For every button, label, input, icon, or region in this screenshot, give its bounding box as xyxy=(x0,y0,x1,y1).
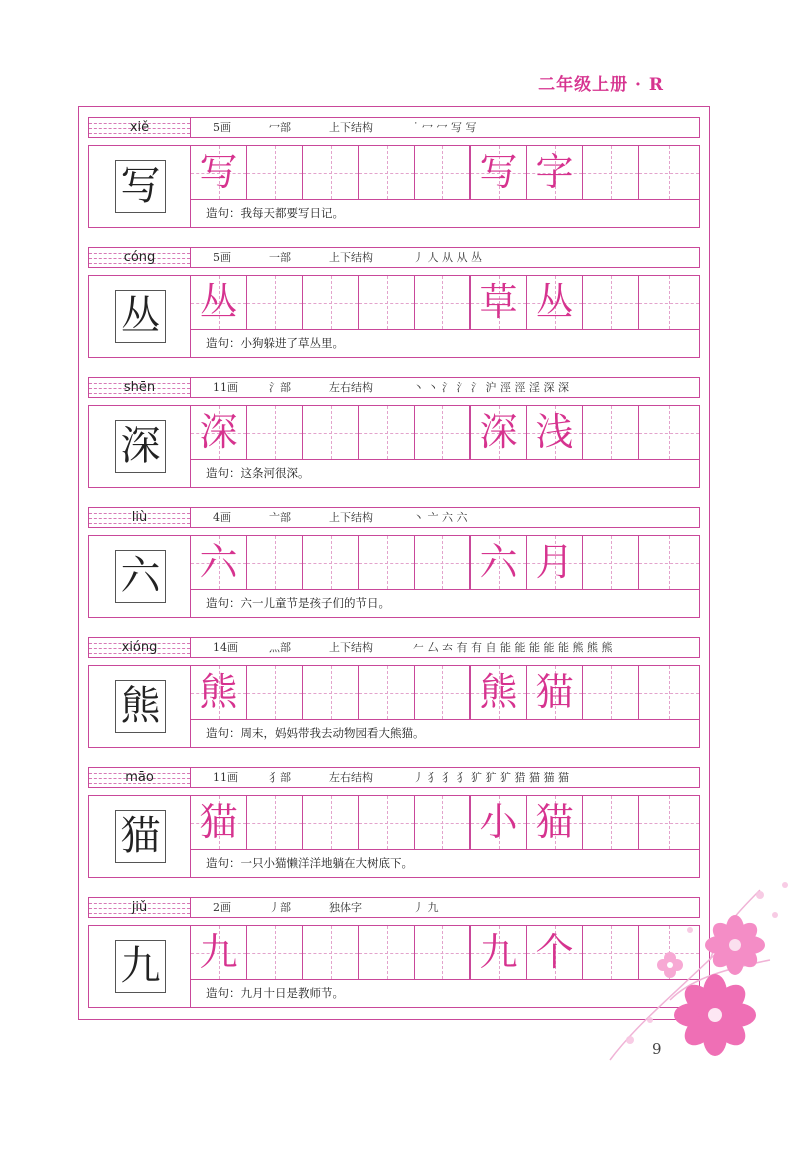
pinyin-box xyxy=(88,637,191,658)
writing-cell[interactable] xyxy=(247,406,303,459)
stroke-order: ˙ 冖 冖 写 写 xyxy=(413,121,477,134)
writing-cell[interactable] xyxy=(415,536,471,589)
character-entry xyxy=(88,767,700,878)
writing-cell[interactable] xyxy=(415,276,471,329)
writing-cell[interactable] xyxy=(583,666,639,719)
practice-character: 小 xyxy=(479,800,518,844)
stroke-order: 丶 亠 六 六 xyxy=(413,511,468,524)
writing-cell[interactable] xyxy=(583,276,639,329)
writing-cell[interactable] xyxy=(303,796,359,849)
radical: 一部 xyxy=(269,251,291,264)
practice-character: 丛 xyxy=(535,280,574,324)
writing-cell[interactable] xyxy=(527,406,583,459)
practice-character: 熊 xyxy=(199,670,238,714)
model-character-box xyxy=(88,925,191,1008)
writing-grid xyxy=(191,275,700,330)
model-character: 猫 xyxy=(115,810,166,863)
writing-cell[interactable] xyxy=(527,276,583,329)
character-entry xyxy=(88,637,700,748)
practice-character: 九 xyxy=(479,930,518,974)
radical: 氵部 xyxy=(269,381,291,394)
writing-cell[interactable] xyxy=(639,666,699,719)
practice-character: 九 xyxy=(199,930,238,974)
stroke-order: 丿 犭 犭 犭 犷 犷 犷 猎 猫 猫 猫 xyxy=(413,771,569,784)
writing-cell[interactable] xyxy=(527,796,583,849)
structure: 上下结构 xyxy=(329,641,373,654)
stroke-count: 5画 xyxy=(213,121,231,134)
writing-cell[interactable] xyxy=(247,276,303,329)
writing-cell[interactable] xyxy=(303,666,359,719)
pinyin-box xyxy=(88,767,191,788)
character-entry xyxy=(88,247,700,358)
writing-cell[interactable] xyxy=(191,146,247,199)
writing-cell[interactable] xyxy=(471,276,527,329)
character-info xyxy=(191,117,700,138)
practice-character: 猫 xyxy=(199,800,238,844)
writing-cell[interactable] xyxy=(639,536,699,589)
model-character-box xyxy=(88,405,191,488)
stroke-order: 丶 丶 氵 氵 氵 沪 涇 涇 淫 深 深 xyxy=(413,381,569,394)
writing-cell[interactable] xyxy=(247,666,303,719)
structure: 上下结构 xyxy=(329,121,373,134)
writing-cell[interactable] xyxy=(191,666,247,719)
writing-cell[interactable] xyxy=(583,796,639,849)
pinyin-box xyxy=(88,117,191,138)
writing-cell[interactable] xyxy=(471,406,527,459)
writing-cell[interactable] xyxy=(527,146,583,199)
stroke-count: 11画 xyxy=(213,771,238,784)
model-character: 熊 xyxy=(115,680,166,733)
radical: 灬部 xyxy=(269,641,291,654)
example-sentence: 造句：一只小猫懒洋洋地躺在大树底下。 xyxy=(191,850,700,878)
pinyin: jiǔ xyxy=(131,900,148,915)
example-sentence: 造句：六一儿童节是孩子们的节日。 xyxy=(191,590,700,618)
writing-cell[interactable] xyxy=(639,796,699,849)
practice-character: 猫 xyxy=(535,670,574,714)
practice-character: 草 xyxy=(479,280,518,324)
writing-cell[interactable] xyxy=(527,666,583,719)
stroke-count: 5画 xyxy=(213,251,231,264)
writing-cell[interactable] xyxy=(247,146,303,199)
pinyin: shēn xyxy=(123,380,156,395)
writing-cell[interactable] xyxy=(639,406,699,459)
character-info xyxy=(191,767,700,788)
writing-cell[interactable] xyxy=(303,146,359,199)
writing-cell[interactable] xyxy=(359,926,415,979)
writing-cell[interactable] xyxy=(247,796,303,849)
practice-character: 六 xyxy=(479,540,518,584)
writing-cell[interactable] xyxy=(415,406,471,459)
writing-cell[interactable] xyxy=(303,536,359,589)
writing-cell[interactable] xyxy=(415,926,471,979)
character-entry xyxy=(88,117,700,228)
writing-grid xyxy=(191,795,700,850)
model-character-box xyxy=(88,535,191,618)
writing-cell[interactable] xyxy=(527,536,583,589)
model-character-box xyxy=(88,145,191,228)
writing-cell[interactable] xyxy=(191,276,247,329)
model-character: 六 xyxy=(115,550,166,603)
writing-cell[interactable] xyxy=(359,276,415,329)
writing-grid xyxy=(191,665,700,720)
writing-cell[interactable] xyxy=(471,796,527,849)
practice-character: 深 xyxy=(199,410,238,454)
writing-grid xyxy=(191,535,700,590)
writing-cell[interactable] xyxy=(359,536,415,589)
radical: 冖部 xyxy=(269,121,291,134)
grade-label: 二年级上册 · R xyxy=(538,75,664,95)
writing-cell[interactable] xyxy=(471,926,527,979)
example-sentence: 造句：小狗躲进了草丛里。 xyxy=(191,330,700,358)
character-info xyxy=(191,247,700,268)
writing-cell[interactable] xyxy=(359,796,415,849)
example-sentence: 造句：我每天都要写日记。 xyxy=(191,200,700,228)
pinyin: xióng xyxy=(121,640,158,655)
model-character-box xyxy=(88,665,191,748)
writing-cell[interactable] xyxy=(583,146,639,199)
character-info xyxy=(191,507,700,528)
stroke-count: 11画 xyxy=(213,381,238,394)
model-character: 深 xyxy=(115,420,166,473)
radical: 犭部 xyxy=(269,771,291,784)
writing-cell[interactable] xyxy=(303,406,359,459)
radical: 丿部 xyxy=(269,901,291,914)
stroke-order: 𠂉 厶 𠫓 有 有 自 能 能 能 能 能 熊 熊 熊 xyxy=(413,641,613,654)
practice-character: 深 xyxy=(479,410,518,454)
writing-cell[interactable] xyxy=(415,146,471,199)
writing-cell[interactable] xyxy=(639,146,699,199)
page-number: 9 xyxy=(652,1040,662,1058)
stroke-count: 14画 xyxy=(213,641,238,654)
character-entry xyxy=(88,377,700,488)
structure: 独体字 xyxy=(329,901,362,914)
practice-character: 浅 xyxy=(535,410,574,454)
writing-cell[interactable] xyxy=(247,926,303,979)
character-entry xyxy=(88,507,700,618)
pinyin: māo xyxy=(125,770,154,785)
practice-character: 猫 xyxy=(535,800,574,844)
writing-cell[interactable] xyxy=(639,276,699,329)
pinyin: cóng xyxy=(123,250,156,265)
practice-character: 月 xyxy=(535,540,574,584)
writing-cell[interactable] xyxy=(471,536,527,589)
writing-cell[interactable] xyxy=(359,666,415,719)
model-character: 九 xyxy=(115,940,166,993)
writing-cell[interactable] xyxy=(359,406,415,459)
radical: 亠部 xyxy=(269,511,291,524)
writing-cell[interactable] xyxy=(415,666,471,719)
structure: 上下结构 xyxy=(329,251,373,264)
example-sentence: 造句：周末，妈妈带我去动物园看大熊猫。 xyxy=(191,720,700,748)
writing-cell[interactable] xyxy=(359,146,415,199)
writing-cell[interactable] xyxy=(471,146,527,199)
writing-cell[interactable] xyxy=(247,536,303,589)
pinyin-box xyxy=(88,507,191,528)
model-character: 丛 xyxy=(115,290,166,343)
practice-character: 丛 xyxy=(199,280,238,324)
model-character-box xyxy=(88,275,191,358)
writing-cell[interactable] xyxy=(583,406,639,459)
model-character-box xyxy=(88,795,191,878)
structure: 上下结构 xyxy=(329,511,373,524)
model-character: 写 xyxy=(115,160,166,213)
writing-cell[interactable] xyxy=(191,406,247,459)
stroke-order: 丿 人 从 从 丛 xyxy=(413,251,482,264)
example-sentence: 造句：这条河很深。 xyxy=(191,460,700,488)
writing-grid xyxy=(191,405,700,460)
pinyin: xiě xyxy=(129,120,150,135)
practice-character: 写 xyxy=(479,150,518,194)
writing-grid xyxy=(191,145,700,200)
stroke-count: 4画 xyxy=(213,511,231,524)
pinyin-box xyxy=(88,897,191,918)
writing-cell[interactable] xyxy=(415,796,471,849)
writing-cell[interactable] xyxy=(303,276,359,329)
flower-decoration-icon xyxy=(570,870,800,1070)
writing-cell[interactable] xyxy=(471,666,527,719)
writing-cell[interactable] xyxy=(303,926,359,979)
writing-cell[interactable] xyxy=(191,926,247,979)
practice-character: 六 xyxy=(199,540,238,584)
pinyin-box xyxy=(88,377,191,398)
structure: 左右结构 xyxy=(329,771,373,784)
practice-character: 字 xyxy=(535,150,574,194)
character-info xyxy=(191,637,700,658)
example-sentence: 造句：九月十日是教师节。 xyxy=(191,980,700,1008)
practice-character: 熊 xyxy=(479,670,518,714)
stroke-order: 丿 九 xyxy=(413,901,439,914)
pinyin-box xyxy=(88,247,191,268)
writing-cell[interactable] xyxy=(191,536,247,589)
stroke-count: 2画 xyxy=(213,901,231,914)
writing-cell[interactable] xyxy=(583,536,639,589)
writing-cell[interactable] xyxy=(191,796,247,849)
character-info xyxy=(191,377,700,398)
pinyin: liù xyxy=(131,510,148,525)
structure: 左右结构 xyxy=(329,381,373,394)
practice-character: 个 xyxy=(535,930,574,974)
practice-character: 写 xyxy=(199,150,238,194)
